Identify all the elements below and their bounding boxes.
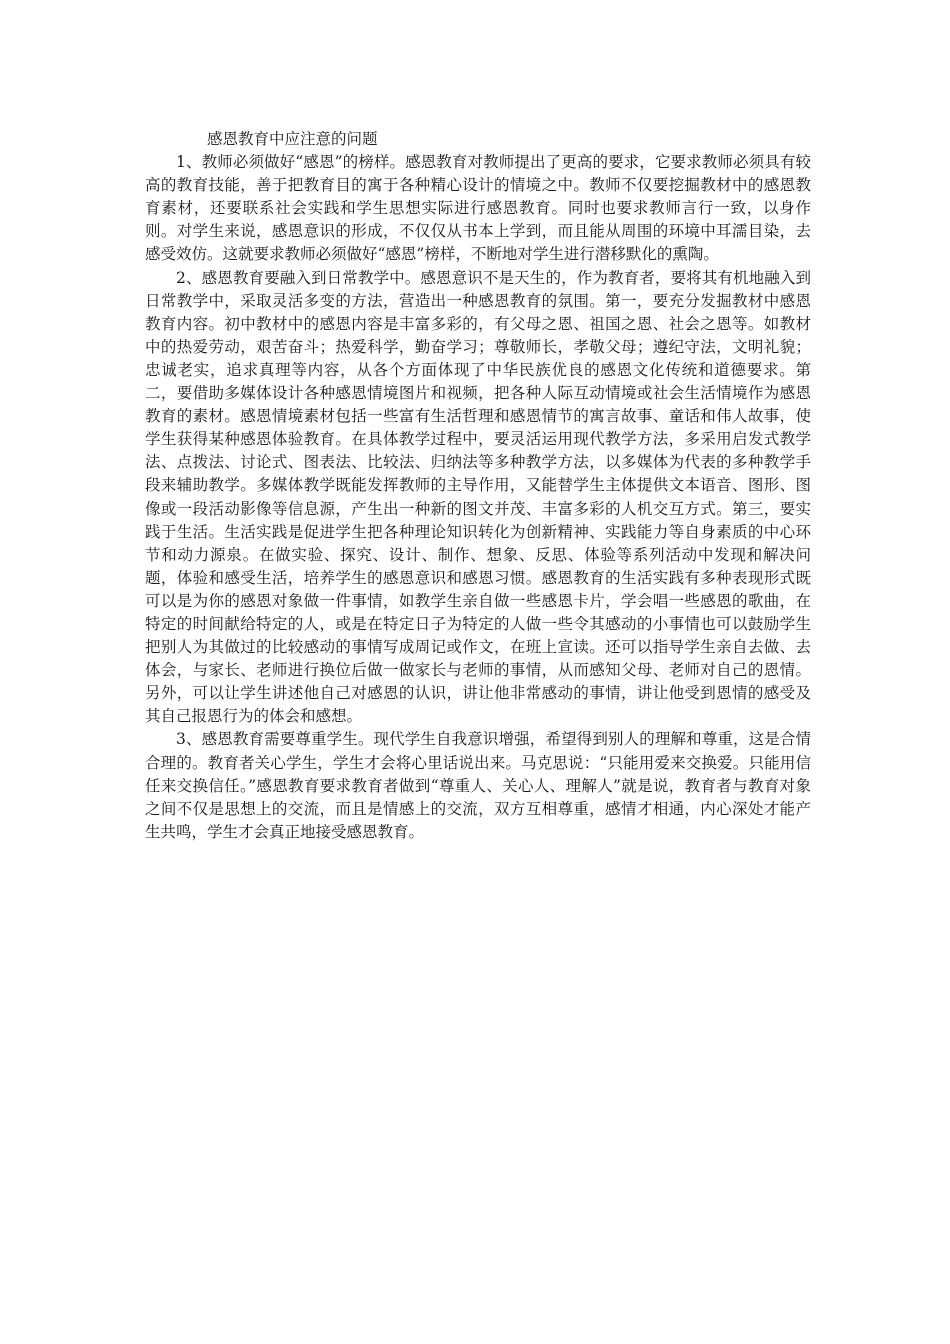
document-body bbox=[145, 128, 811, 844]
document-title: 感恩教育中应注意的问题 bbox=[207, 130, 378, 148]
paragraph-2: 2、感恩教育要融入到日常教学中。感恩意识不是天生的，作为教育者，要将其有机地融入到日常教学中，采取灵活多变的方法，营造出一种感恩教育的氛围。第一，要充分发掘教材中感恩教育内容。初中教材中的感恩内容是丰富多彩的，有父母之恩、祖国之恩、社会之恩等。如教材中的热爱劳动，艰苦奋斗；热爱科学，勤奋学习；尊敬师长，孝敬父母；遵纪守法，文明礼貌；忠诚老实，追求真理等内容，从各个方面体现了中华民族优良的感恩文化传统和道德要求。第二，要借助多媒体设计各种感恩情境图片和视频，把各种人际互动情境或社会生活情境作为感恩教育的素材。感恩情境素材包括一些富有生活哲理和感恩情节的寓言故事、童话和伟人故事，使学生获得某种感恩体验教育。在具体教学过程中，要灵活运用现代教学方法，多采用启发式教学法、点拨法、讨论式、图表法、比较法、归纳法等多种教学方法，以多媒体为代表的多种教学手段来辅助教学。多媒体教学既能发挥教师的主导作用，又能替学生主体提供文本语音、图形、图像或一段活动影像等信息源，产生出一种新的图文并茂、丰富多彩的人机交互方式。第三，要实践于生活。生活实践是促进学生把各种理论知识转化为创新精神、实践能力等自身素质的中心环节和动力源泉。在做实验、探究、设计、制作、想象、反思、体验等系列活动中发现和解决问题，体验和感受生活，培养学生的感恩意识和感恩习惯。感恩教育的生活实践有多种表现形式既可以是为你的感恩对象做一件事情，如教学生亲自做一些感恩卡片，学会唱一些感恩的歌曲，在特定的时间献给特定的人，或是在特定日子为特定的人做一些令其感动的小事情也可以鼓励学生把别人为其做过的比较感动的事情写成周记或作文，在班上宣读。还可以指导学生亲自去做、去体会，与家长、老师进行换位后做一做家长与老师的事情，从而感知父母、老师对自己的恩情。另外，可以让学生讲述他自己对感恩的认识，讲让他非常感动的事情，讲让他受到恩情的感受及其自己报恩行为的体会和感想。 bbox=[145, 268, 811, 726]
paragraph-1: 1、教师必须做好“感恩”的榜样。感恩教育对教师提出了更高的要求，它要求教师必须具有较高的教育技能，善于把教育目的寓于各种精心设计的情境之中。教师不仅要挖掘教材中的感恩教育素材，还要联系社会实践和学生思想实际进行感恩教育。同时也要求教师言行一致，以身作则。对学生来说，感恩意识的形成，不仅仅从书本上学到，而且能从周围的环境中耳濡目染，去感受效仿。这就要求教师必须做好“感恩”榜样，不断地对学生进行潜移默化的熏陶。 bbox=[145, 153, 811, 264]
paragraph-3: 3、感恩教育需要尊重学生。现代学生自我意识增强，希望得到别人的理解和尊重，这是合情合理的。教育者关心学生，学生才会将心里话说出来。马克思说：“只能用爱来交换爱。只能用信任来交换信任。”感恩教育要求教育者做到“尊重人、关心人、理解人”就是说，教育者与教育对象之间不仅是思想上的交流，而且是情感上的交流，双方互相尊重，感情才相通，内心深处才能产生共鸣，学生才会真正地接受感恩教育。 bbox=[145, 730, 811, 841]
